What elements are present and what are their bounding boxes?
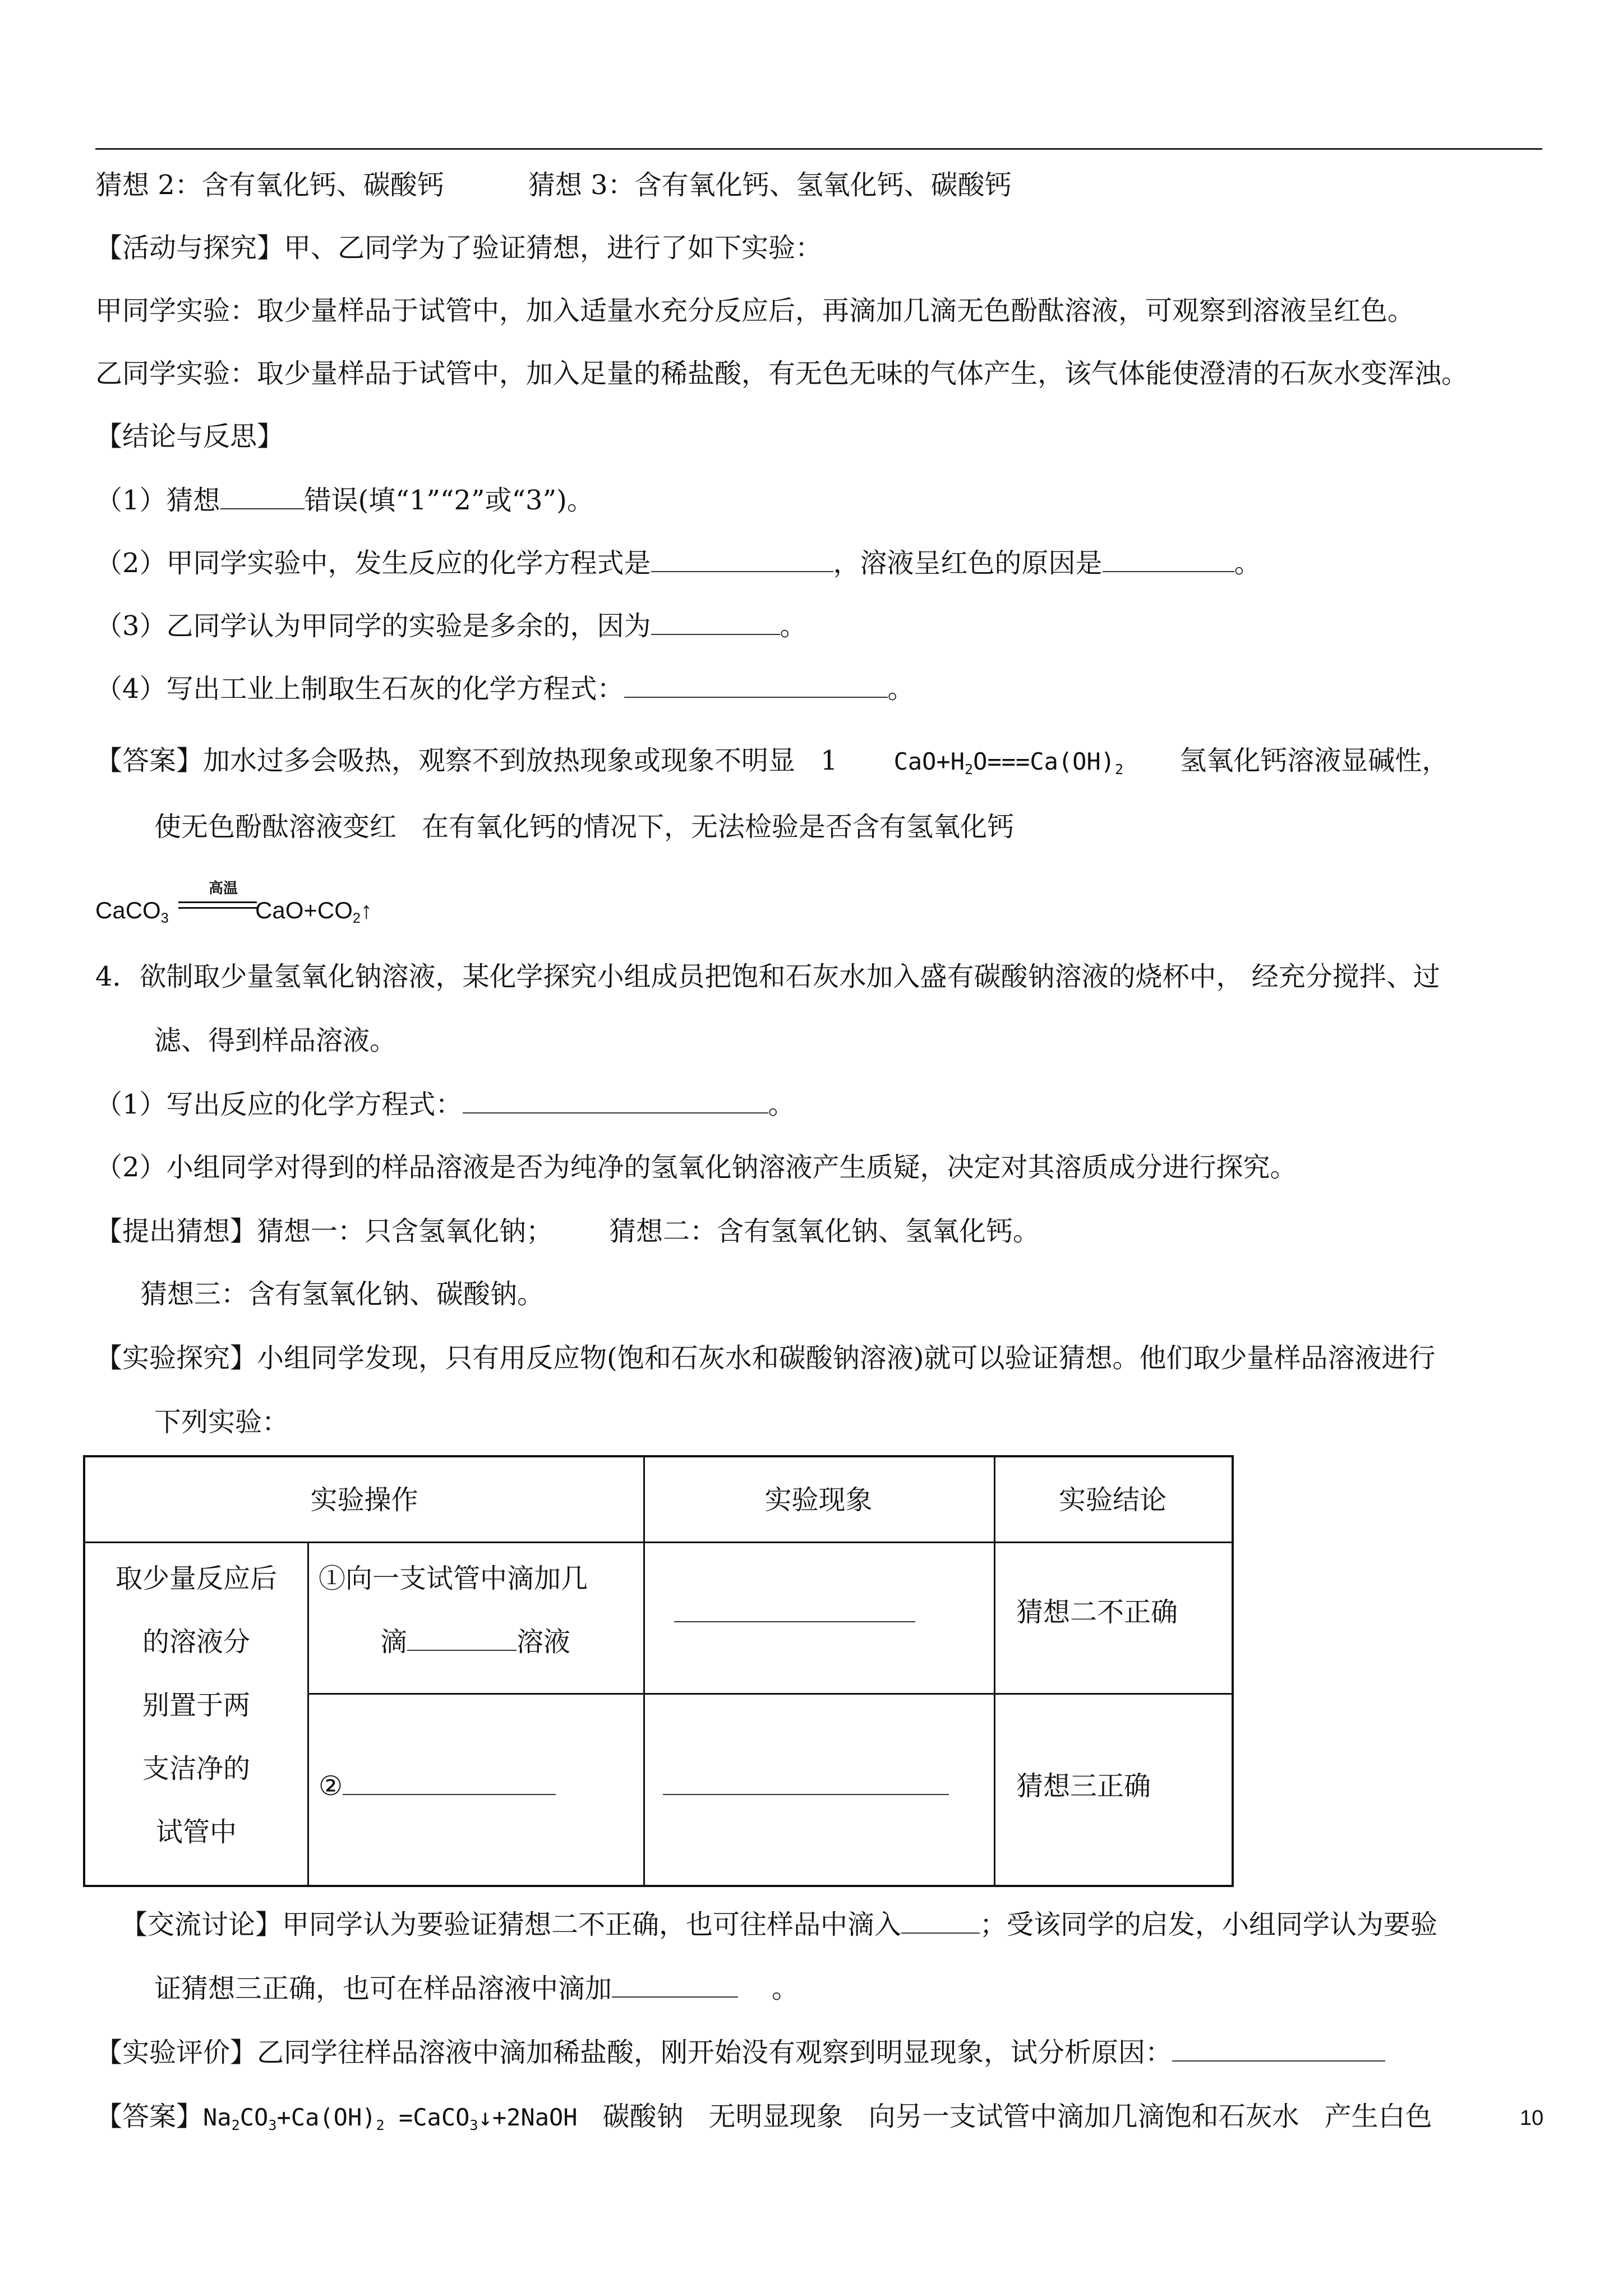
question-3: （3）乙同学认为甲同学的实验是多余的，因为 。 xyxy=(95,610,807,642)
answer-blank[interactable] xyxy=(1103,546,1234,572)
equation-caco3-decomposition: CaCO$_3$ 高温 $CaO+CO_2↑$ xyxy=(95,877,432,938)
line-hypotheses-2-3 xyxy=(95,166,1012,204)
answer-line-2: 使无色酚酞溶液变红 在有氧化钙的情况下，无法检验是否含有氢氧化钙 xyxy=(154,811,1015,843)
equation-bar xyxy=(178,901,257,903)
exploration-line-cont: 下列实验： xyxy=(154,1406,289,1438)
page-number: 10 xyxy=(1520,2106,1544,2130)
header-phenomenon: 实验现象 xyxy=(764,1484,873,1516)
discussion-line: 【交流讨论】甲同学认为要验证猜想二不正确，也可往样品中滴入 ；受该同学的启发，小组同学认为要验 xyxy=(121,1909,1438,1940)
equation-na2co3: $Na_2CO_3+Ca(OH)_2$ =CaCO$_3$↓+2NaOH xyxy=(203,2104,578,2133)
answer-line-3: 【答案】$Na_2CO_3+Ca(OH)_2$ =CaCO$_3$↓+2NaOH 碳酸钠 无明显现象 向另一支试管中滴加几滴饱和石灰水 产生白色 xyxy=(95,2101,1432,2133)
problem-4-stem-cont: 滤、得到样品溶液。 xyxy=(154,1025,397,1056)
evaluation-line: 【实验评价】乙同学往样品溶液中滴加稀盐酸，刚开始没有观察到明显现象，试分析原因： xyxy=(95,2033,1385,2072)
question-2: （2）甲同学实验中，发生反应的化学方程式是 ，溶液呈红色的原因是 。 xyxy=(95,547,1261,579)
activity-heading: 【活动与探究】甲、乙同学为了验证猜想，进行了如下实验： xyxy=(95,232,823,264)
equation-cao-h2o: $CaO+H_2O===Ca(OH)_2$ xyxy=(893,748,1124,777)
student-a-experiment: 甲同学实验：取少量样品于试管中，加入适量水充分反应后，再滴加几滴无色酚酞溶液，可观察到溶液呈红色。 xyxy=(95,295,1415,326)
answer-blank[interactable] xyxy=(651,546,833,572)
problem-4-stem: 4．欲制取少量氢氧化钠溶液，某化学探究小组成员把饱和石灰水加入盛有碳酸钠溶液的烧杯中， 经充分搅拌、过 xyxy=(95,961,1440,992)
experiment-table xyxy=(83,1455,1234,1887)
merged-operation-cell: 取少量反应后 的溶液分 别置于两 支洁净的 试管中 xyxy=(115,1563,277,1848)
hypothesis-3: 猜想 3：含有氧化钙、氢氧化钙、碳酸钙 xyxy=(528,169,1012,201)
answer-blank[interactable] xyxy=(220,484,305,509)
row2-conclusion: 猜想三正确 xyxy=(1016,1770,1151,1802)
question-1: （1）猜想 错误(填“1”“2”或“3”)。 xyxy=(95,485,594,516)
row1-operation: ①向一支试管中滴加几 滴 溶液 xyxy=(319,1563,588,1658)
problem-4-q2: （2）小组同学对得到的样品溶液是否为纯净的氢氧化钠溶液产生质疑，决定对其溶质成分进行探究。 xyxy=(95,1152,1297,1183)
answer-blank[interactable] xyxy=(901,1908,980,1934)
row2-operation: ② xyxy=(319,1755,633,1818)
header-conclusion: 实验结论 xyxy=(1058,1484,1166,1516)
answer-blank[interactable] xyxy=(463,1088,768,1114)
row2-phenomenon xyxy=(663,1755,977,1818)
answer-blank[interactable] xyxy=(663,1769,949,1795)
exploration-line: 【实验探究】小组同学发现，只有用反应物(饱和石灰水和碳酸钠溶液)就可以验证猜想。他们取少量样品溶液进行 xyxy=(95,1342,1436,1374)
answer-blank[interactable] xyxy=(343,1769,556,1795)
header-rule xyxy=(95,148,1542,150)
row1-conclusion: 猜想二不正确 xyxy=(1016,1596,1178,1628)
row1-phenomenon xyxy=(674,1582,966,1645)
answer-blank[interactable] xyxy=(624,672,888,698)
answer-blank[interactable] xyxy=(612,1972,738,1998)
problem-4-q1: （1）写出反应的化学方程式： 。 xyxy=(95,1089,795,1120)
hypothesis-3-line: 猜想三：含有氢氧化钠、碳酸钠。 xyxy=(140,1278,545,1310)
answer-blank[interactable] xyxy=(407,1625,517,1651)
question-4: （4）写出工业上制取生石灰的化学方程式： 。 xyxy=(95,673,915,705)
discussion-line-cont: 证猜想三正确，也可在样品溶液中滴加 。 xyxy=(154,1973,799,2004)
gas-arrow-icon: ↑ xyxy=(360,897,372,923)
conclusion-heading: 【结论与反思】 xyxy=(95,421,284,452)
condition-high-temp: 高温 xyxy=(208,880,238,897)
answer-blank[interactable] xyxy=(674,1596,915,1622)
header-operation: 实验操作 xyxy=(310,1484,418,1516)
hypotheses-line: 【提出猜想】猜想一：只含氢氧化钠； 猜想二：含有氢氧化钠、氢氧化钙。 xyxy=(95,1216,1040,1247)
answer-blank[interactable] xyxy=(1172,2036,1385,2062)
hypothesis-2: 猜想 2：含有氧化钙、碳酸钙 xyxy=(95,169,444,201)
answer-line-1: 【答案】加水过多会吸热，观察不到放热现象或现象不明显 1 $CaO+H_2O===Ca(OH)_2$ 氢氧化钙溶液显碱性， xyxy=(95,745,1449,777)
equation-bar xyxy=(178,907,257,909)
answer-blank[interactable] xyxy=(651,609,780,635)
student-b-experiment: 乙同学实验：取少量样品于试管中，加入足量的稀盐酸，有无色无味的气体产生，该气体能使澄清的石灰水变浑浊。 xyxy=(95,358,1469,389)
